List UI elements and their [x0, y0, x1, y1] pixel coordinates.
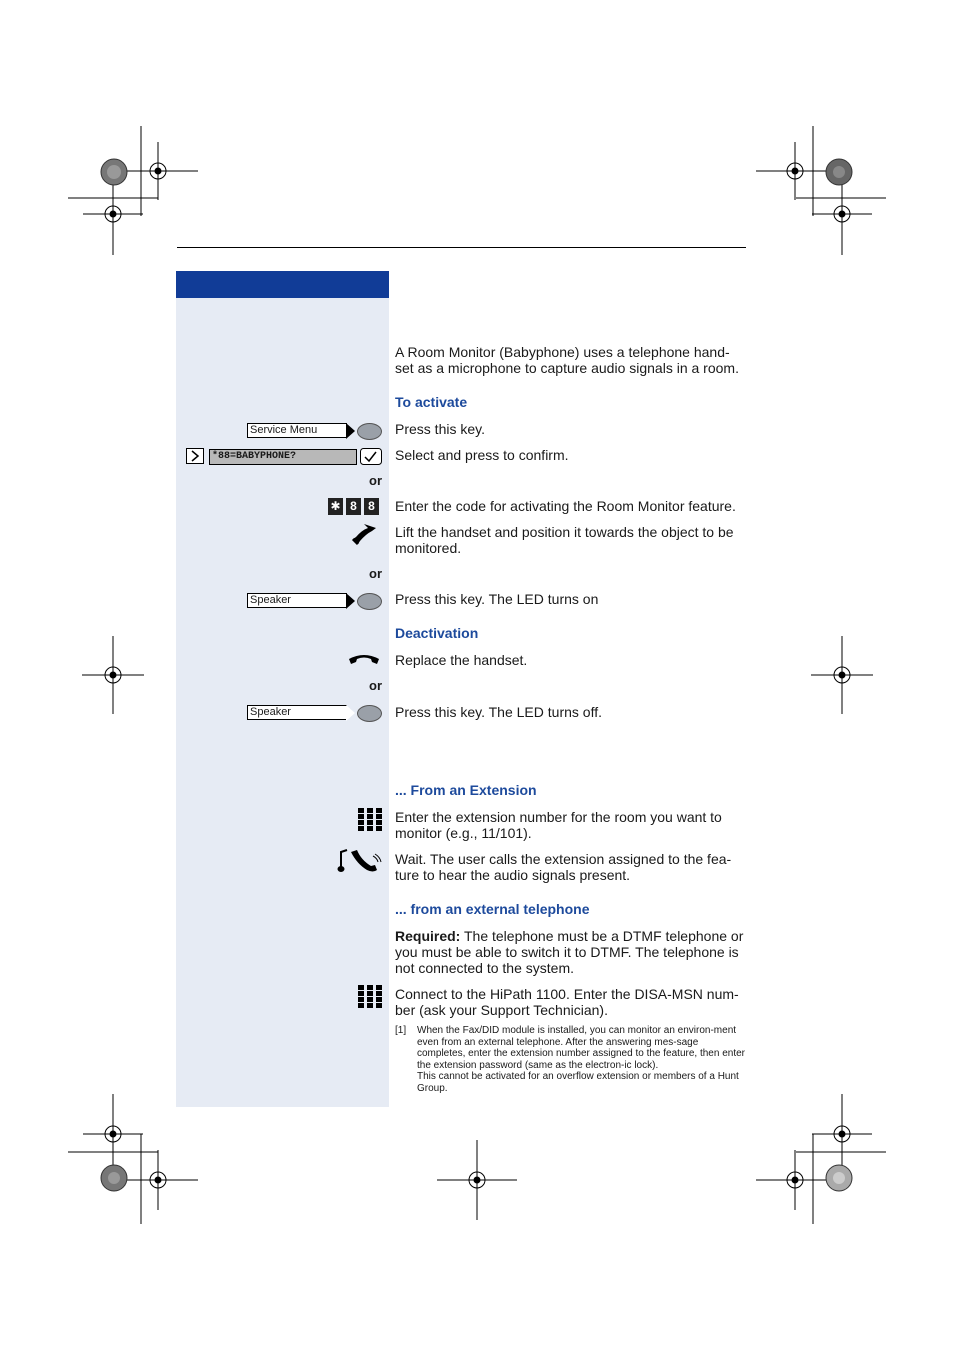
- step-lift-handset: Lift the handset and position it towards the object to be monitored.: [395, 524, 734, 556]
- digit-key: 8: [346, 498, 361, 515]
- speaker-key[interactable]: [247, 705, 347, 720]
- step-select-confirm: Select and press to confirm.: [395, 447, 569, 463]
- key-pointer-icon: [346, 423, 355, 439]
- speaker-key-label: Speaker: [250, 594, 291, 606]
- key-pointer-icon: [346, 593, 355, 609]
- speaker-key[interactable]: [247, 593, 347, 608]
- display-text: *88=BABYPHONE?: [212, 451, 297, 462]
- star-key-icon: ✱: [328, 498, 343, 515]
- required-label: Required:: [395, 928, 461, 944]
- required-paragraph: [395, 928, 747, 976]
- footnote-number: [1]: [395, 1025, 407, 1036]
- top-rule: [177, 247, 746, 248]
- service-menu-key-label: Service Menu: [250, 424, 318, 436]
- speaker-button-knob[interactable]: [357, 705, 382, 722]
- step-press-led-on: Press this key. The LED turns on: [395, 591, 599, 607]
- footnote-text: This cannot be activated for an overflow extension or members of a Hunt Group.: [417, 1071, 739, 1094]
- step-wait: Wait. The user calls the extension assigned to the fea-ture to hear the audio signals present.: [395, 851, 732, 883]
- sidebar-header-bar: [176, 271, 389, 298]
- or-label: or: [369, 678, 382, 693]
- step-connect: Connect to the HiPath 1100. Enter the DISA-MSN num-ber (ask your Support Technician).: [395, 986, 739, 1018]
- step-enter-extension: Enter the extension number for the room you want to monitor (e.g., 11/101).: [395, 809, 722, 841]
- service-menu-key[interactable]: [247, 423, 347, 438]
- from-external-heading: ... from an external telephone: [395, 901, 590, 917]
- or-label: or: [369, 566, 382, 581]
- activate-heading: To activate: [395, 394, 468, 410]
- key-pointer-icon: [346, 705, 355, 721]
- or-label: or: [369, 473, 382, 488]
- step-enter-code: Enter the code for activating the Room Monitor feature.: [395, 498, 736, 514]
- intro-text: A Room Monitor (Babyphone) uses a telephone hand-set as a microphone to capture audio signals in a room.: [395, 344, 739, 376]
- from-extension-heading: ... From an Extension: [395, 782, 537, 798]
- speaker-button-knob[interactable]: [357, 593, 382, 610]
- step-press-key: Press this key.: [395, 421, 485, 437]
- footnote-text: When the Fax/DID module is installed, you can monitor an environ-ment even from an external telephone. After the answering mes-sage completes, enter the extension number assigned to the feature, then enter the extension password (same as the electron-ic lock).: [417, 1025, 745, 1071]
- step-press-led-off: Press this key. The LED turns off.: [395, 704, 602, 720]
- handset-replace-icon: [347, 653, 381, 667]
- digit-key: 8: [364, 498, 379, 515]
- deactivation-heading: Deactivation: [395, 625, 479, 641]
- ringing-handset-icon: [337, 848, 383, 874]
- display-line: [209, 449, 357, 465]
- keypad-icon: [358, 808, 382, 832]
- handset-lift-icon: [350, 522, 382, 546]
- service-menu-button-knob[interactable]: [357, 423, 382, 440]
- keypad-icon: [358, 985, 382, 1009]
- arrow-right-icon: [186, 448, 204, 464]
- speaker-key-label: Speaker: [250, 706, 291, 718]
- checkmark-icon[interactable]: [360, 448, 382, 465]
- step-replace-handset: Replace the handset.: [395, 652, 528, 668]
- required-text: The telephone must be a DTMF telephone or you must be able to switch it to DTMF. The telephone is not connected to the system.: [395, 928, 744, 976]
- footnote: [395, 1025, 747, 1094]
